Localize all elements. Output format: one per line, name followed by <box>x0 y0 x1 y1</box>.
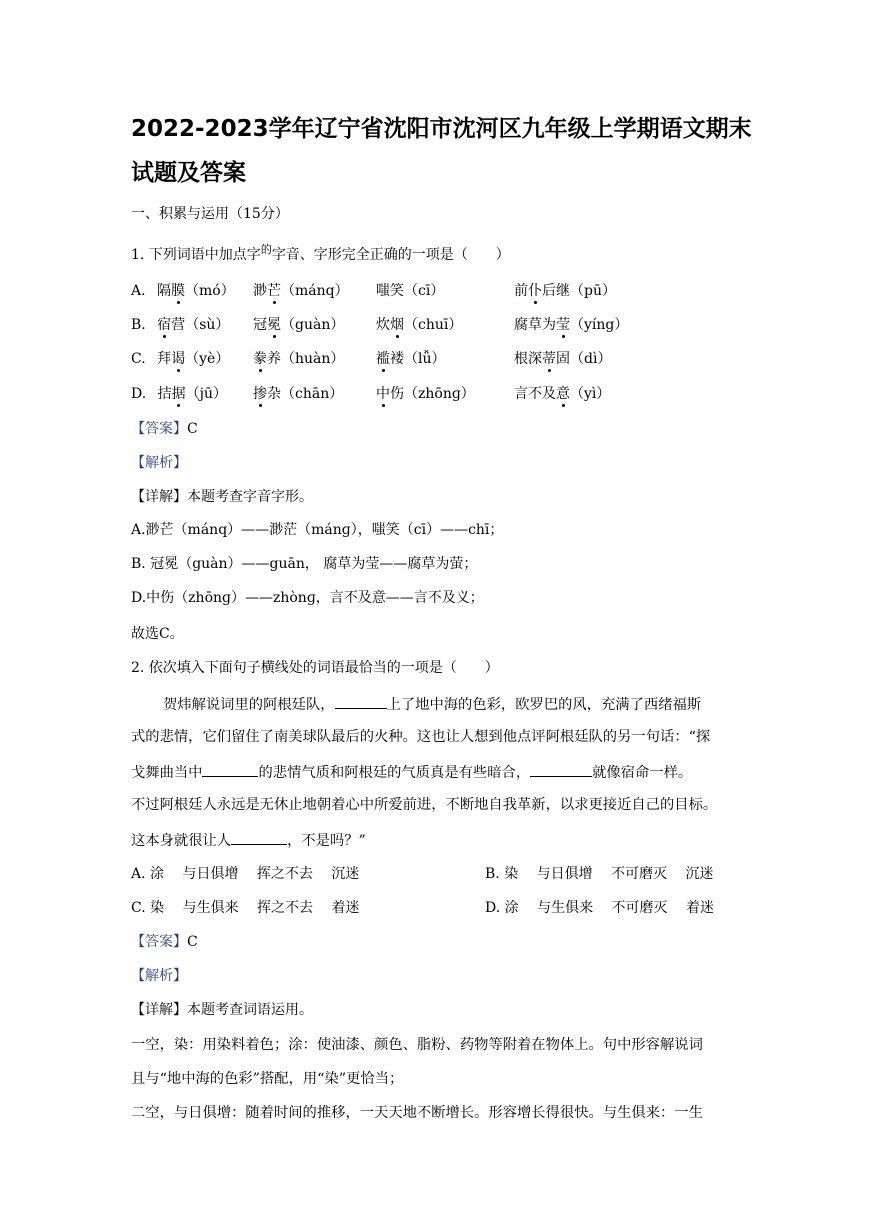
document-title-line-2: 试题及答案 <box>131 160 246 186</box>
q1-option-b-item-3: 炊烟（chuī） <box>376 317 463 333</box>
option-label: C. <box>131 351 151 367</box>
passage-line-3: 戈舞曲当中 的悲情气质和阿根廷的气质真是有些暗合， 就像宿命一样。 <box>131 762 741 782</box>
passage-line-5: 这本身就很让人 ，不是吗？” <box>131 830 741 850</box>
option-label: D. <box>131 386 151 402</box>
detail-line-2: 【详解】本题考查词语运用。 <box>131 1002 313 1018</box>
detail-tag: 【详解】 <box>131 1002 187 1018</box>
answer-tag: 【答案】 <box>131 421 187 437</box>
q1-option-a-item-4: 前仆后继（pū） <box>514 283 616 299</box>
document-title-line-1: 2022-2023学年辽宁省沈阳市沈河区九年级上学期语文期末 <box>131 116 752 142</box>
q1-option-c-item-2: 豢养（huàn） <box>253 351 345 367</box>
option-d: D. 涂 与生俱来 不可磨灭 着迷 <box>485 900 714 916</box>
q1-option-b-item-2: 冠冕（guàn） <box>253 317 345 333</box>
section-heading: 一、积累与运用（15分） <box>131 206 289 222</box>
passage-line-2: 式的悲情，它们留住了南美球队最后的火种。这也让人想到他点评阿根廷队的另一句话：“探 <box>131 729 711 745</box>
q1-option-d-item-1: D. 拮据（jū） <box>131 386 227 402</box>
passage-line-1: 贺炜解说词里的阿根廷队， 上了地中海的色彩，欧罗巴的风，充满了西绪福斯 <box>163 694 773 714</box>
choose-line: 故选C。 <box>131 626 184 642</box>
explain-d: D.中伤（zhōnɡ）——zhònɡ，言不及意——言不及义； <box>131 590 484 606</box>
q1-option-d-item-2: 掺杂（chān） <box>253 386 344 402</box>
answer-value: C <box>187 934 198 950</box>
q1-option-c-item-4: 根深蒂固（dì） <box>514 351 612 367</box>
option-label: A. <box>131 283 151 299</box>
answer-line-1 <box>131 420 198 438</box>
explain-line-1: 一空，染：用染料着色；涂：使油漆、颜色、脂粉、药物等附着在物体上。句中形容解说词 <box>131 1037 703 1053</box>
explain-a: A.渺芒（mánq）——渺茫（mánɡ），嗤笑（cī）——chī； <box>131 522 504 538</box>
explain-line-2: 且与“地中海的色彩”搭配，用“染”更恰当； <box>131 1071 404 1087</box>
q1-option-b-item-1: B. 宿营（sù） <box>131 317 230 333</box>
answer-value: C <box>187 421 198 437</box>
option-c: C. 染 与生俱来 挥之不去 着迷 <box>131 900 360 916</box>
explain-line-3: 二空，与日俱增：随着时间的推移，一天天地不断增长。形容增长得很快。与生俱来：一生 <box>131 1105 703 1121</box>
answer-line-2 <box>131 933 198 951</box>
question-1-stem: 1. 下列词语中加点字$^的$字音、字形完全正确的一项是（ ） <box>131 243 510 263</box>
analysis-tag: 【解析】 <box>131 968 187 984</box>
option-label: B. <box>131 317 151 333</box>
q1-option-d-item-4: 言不及意（yì） <box>514 386 611 402</box>
analysis-tag: 【解析】 <box>131 455 187 471</box>
q1-option-c-item-1: C. 拜谒（yè） <box>131 351 230 367</box>
q1-option-a-item-1: A. 隔膜（mó） <box>131 283 235 299</box>
q1-option-d-item-3: 中伤（zhōnɡ） <box>376 386 475 402</box>
q1-option-a-item-2: 渺芒（mánq） <box>253 283 349 299</box>
q1-option-a-item-3: 嗤笑（cī） <box>376 283 445 299</box>
option-a: A. 涂 与日俱增 挥之不去 沉迷 <box>131 866 360 882</box>
detail-line-1: 【详解】本题考查字音字形。 <box>131 489 313 505</box>
q1-option-b-item-4: 腐草为莹（yíng） <box>514 317 629 333</box>
passage-line-4: 不过阿根廷人永远是无休止地朝着心中所爱前进，不断地自我革新，以求更接近自己的目标。 <box>131 797 718 813</box>
explain-b: B. 冠冕（guàn）——guān， 腐草为莹——腐草为萤； <box>131 556 478 572</box>
detail-tag: 【详解】 <box>131 489 187 505</box>
q1-option-c-item-3: 褴褛（lǚ） <box>376 351 446 367</box>
question-2-stem: 2. 依次填入下面句子横线处的词语最恰当的一项是（ ） <box>131 660 499 676</box>
option-b: B. 染 与日俱增 不可磨灭 沉迷 <box>485 866 714 882</box>
answer-tag: 【答案】 <box>131 934 187 950</box>
